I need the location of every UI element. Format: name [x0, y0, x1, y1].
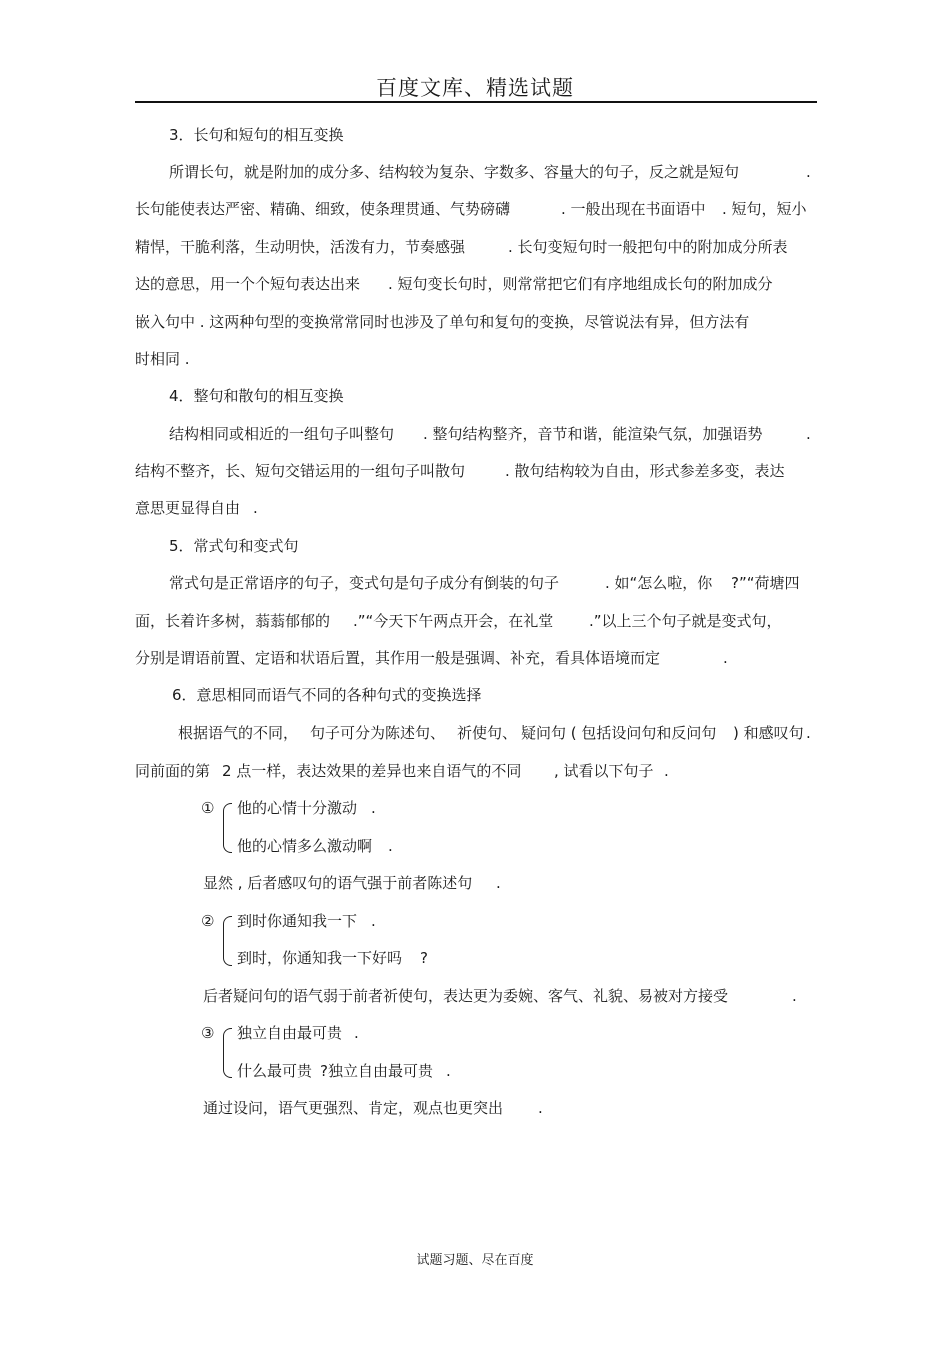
s5-line-1b: . 如“怎么啦，你	[605, 574, 713, 592]
example-2-marker: ②	[201, 912, 215, 930]
example-2-sentence-a-end: .	[371, 912, 376, 930]
example-1-sentence-b: 他的心情多么激动啊	[237, 837, 373, 855]
example-3-sentence-b: 什么最可贵	[237, 1062, 313, 1080]
example-1-note-end: .	[496, 874, 501, 892]
example-3-sentence-a-end: .	[354, 1024, 359, 1042]
example-3-sentence-b-end: .	[446, 1062, 451, 1080]
s6-line-2c: , 试看以下句子	[554, 762, 654, 780]
s4-line-2b: . 散句结构较为自由，形式参差多变，表达	[505, 462, 785, 480]
s4-line-1b: . 整句结构整齐，音节和谐，能渲染气氛，加强语势	[423, 425, 763, 443]
section-3-heading: 3．长句和短句的相互变换	[169, 126, 344, 144]
example-2-sentence-b: 到时，你通知我一下好吗	[237, 949, 403, 967]
s6-line-1d: 疑问句 ( 包括设问句和反问句	[521, 724, 717, 742]
header-divider	[135, 101, 817, 103]
example-3-brace	[223, 1028, 232, 1078]
s5-line-2b: .”“今天下午两点开会，在礼堂	[353, 612, 554, 630]
example-3-note: 通过设问，语气更强烈、肯定，观点也更突出	[203, 1099, 504, 1117]
example-2-brace	[223, 916, 232, 966]
s3-line-3: 精悍，干脆利落，生动明快，活泼有力，节奏感强	[135, 238, 466, 256]
s5-line-3-end: .	[723, 649, 728, 667]
example-1-sentence-b-end: .	[388, 837, 393, 855]
s5-line-2: 面，长着许多树，蓊蓊郁郁的	[135, 612, 331, 630]
example-2-note: 后者疑问句的语气弱于前者祈使句，表达更为委婉、客气、礼貌、易被对方接受	[203, 987, 729, 1005]
s3-line-2: 长句能使表达严密、精确、细致，使条理贯通、气势磅礴	[135, 200, 511, 218]
section-5-heading: 5．常式句和变式句	[169, 537, 299, 555]
s5-line-1c: ?”“荷塘四	[731, 574, 800, 592]
s5-line-3: 分别是谓语前置、定语和状语后置，其作用一般是强调、补充，看具体语境而定	[135, 649, 661, 667]
section-4-heading: 4．整句和散句的相互变换	[169, 387, 344, 405]
example-2-sentence-a: 到时你通知我一下	[237, 912, 358, 930]
s4-line-3: 意思更显得自由	[135, 499, 241, 517]
s3-line-2b: . 一般出现在书面语中	[561, 200, 706, 218]
s6-line-1b: 句子可分为陈述句、	[310, 724, 446, 742]
s5-line-1: 常式句是正常语序的句子，变式句是句子成分有倒装的句子	[169, 574, 560, 592]
s4-line-1-end: .	[806, 425, 811, 443]
s3-line-4: 达的意思，用一个个短句表达出来	[135, 275, 361, 293]
s5-line-2c: .”以上三个句子就是变式句，	[589, 612, 782, 630]
page-footer: 试题习题、尽在百度	[416, 1253, 534, 1268]
s4-line-1: 结构相同或相近的一组句子叫整句	[169, 425, 395, 443]
s3-line-1-end: .	[806, 163, 811, 181]
s3-line-1: 所谓长句，就是附加的成分多、结构较为复杂、字数多、容量大的句子，反之就是短句	[169, 163, 740, 181]
s6-line-1e: ) 和感叹句	[733, 724, 804, 742]
s3-line-6: 时相同 .	[135, 350, 190, 368]
s6-line-1a: 根据语气的不同，	[178, 724, 299, 742]
s3-line-5: 嵌入句中 . 这两种句型的变换常常同时也涉及了单句和复句的变换，尽管说法有异，但方法有	[135, 313, 750, 331]
example-3-sentence-a: 独立自由最可贵	[237, 1024, 343, 1042]
s3-line-4b: . 短句变长句时，则常常把它们有序地组成长句的附加成分	[388, 275, 773, 293]
s6-line-2-end: .	[664, 762, 669, 780]
s3-line-3b: . 长句变短句时一般把句中的附加成分所表	[508, 238, 788, 256]
example-3-marker: ③	[201, 1024, 215, 1042]
s4-line-2: 结构不整齐，长、短句交错运用的一组句子叫散句	[135, 462, 466, 480]
example-1-brace	[223, 803, 232, 853]
example-1-marker: ①	[201, 799, 215, 817]
example-3-sentence-b-mid: ?独立自由最可贵	[320, 1062, 433, 1080]
example-1-sentence-a: 他的心情十分激动	[237, 799, 358, 817]
s6-line-2a: 同前面的第	[135, 762, 211, 780]
s6-line-1-end: .	[806, 724, 811, 742]
example-1-note: 显然 , 后者感叹句的语气强于前者陈述句	[203, 874, 473, 892]
s3-line-2c: . 短句，短小	[722, 200, 807, 218]
s4-line-3-end: .	[253, 499, 258, 517]
example-3-note-end: .	[538, 1099, 543, 1117]
s6-line-1c: 祈使句、	[457, 724, 518, 742]
s6-line-2b: 2 点一样，表达效果的差异也来自语气的不同	[222, 762, 522, 780]
example-1-sentence-a-end: .	[371, 799, 376, 817]
example-2-sentence-b-end: ?	[420, 949, 428, 967]
example-2-note-end: .	[792, 987, 797, 1005]
section-6-heading: 6．意思相同而语气不同的各种句式的变换选择	[172, 686, 482, 704]
page-title: 百度文库、精选试题	[376, 76, 574, 100]
